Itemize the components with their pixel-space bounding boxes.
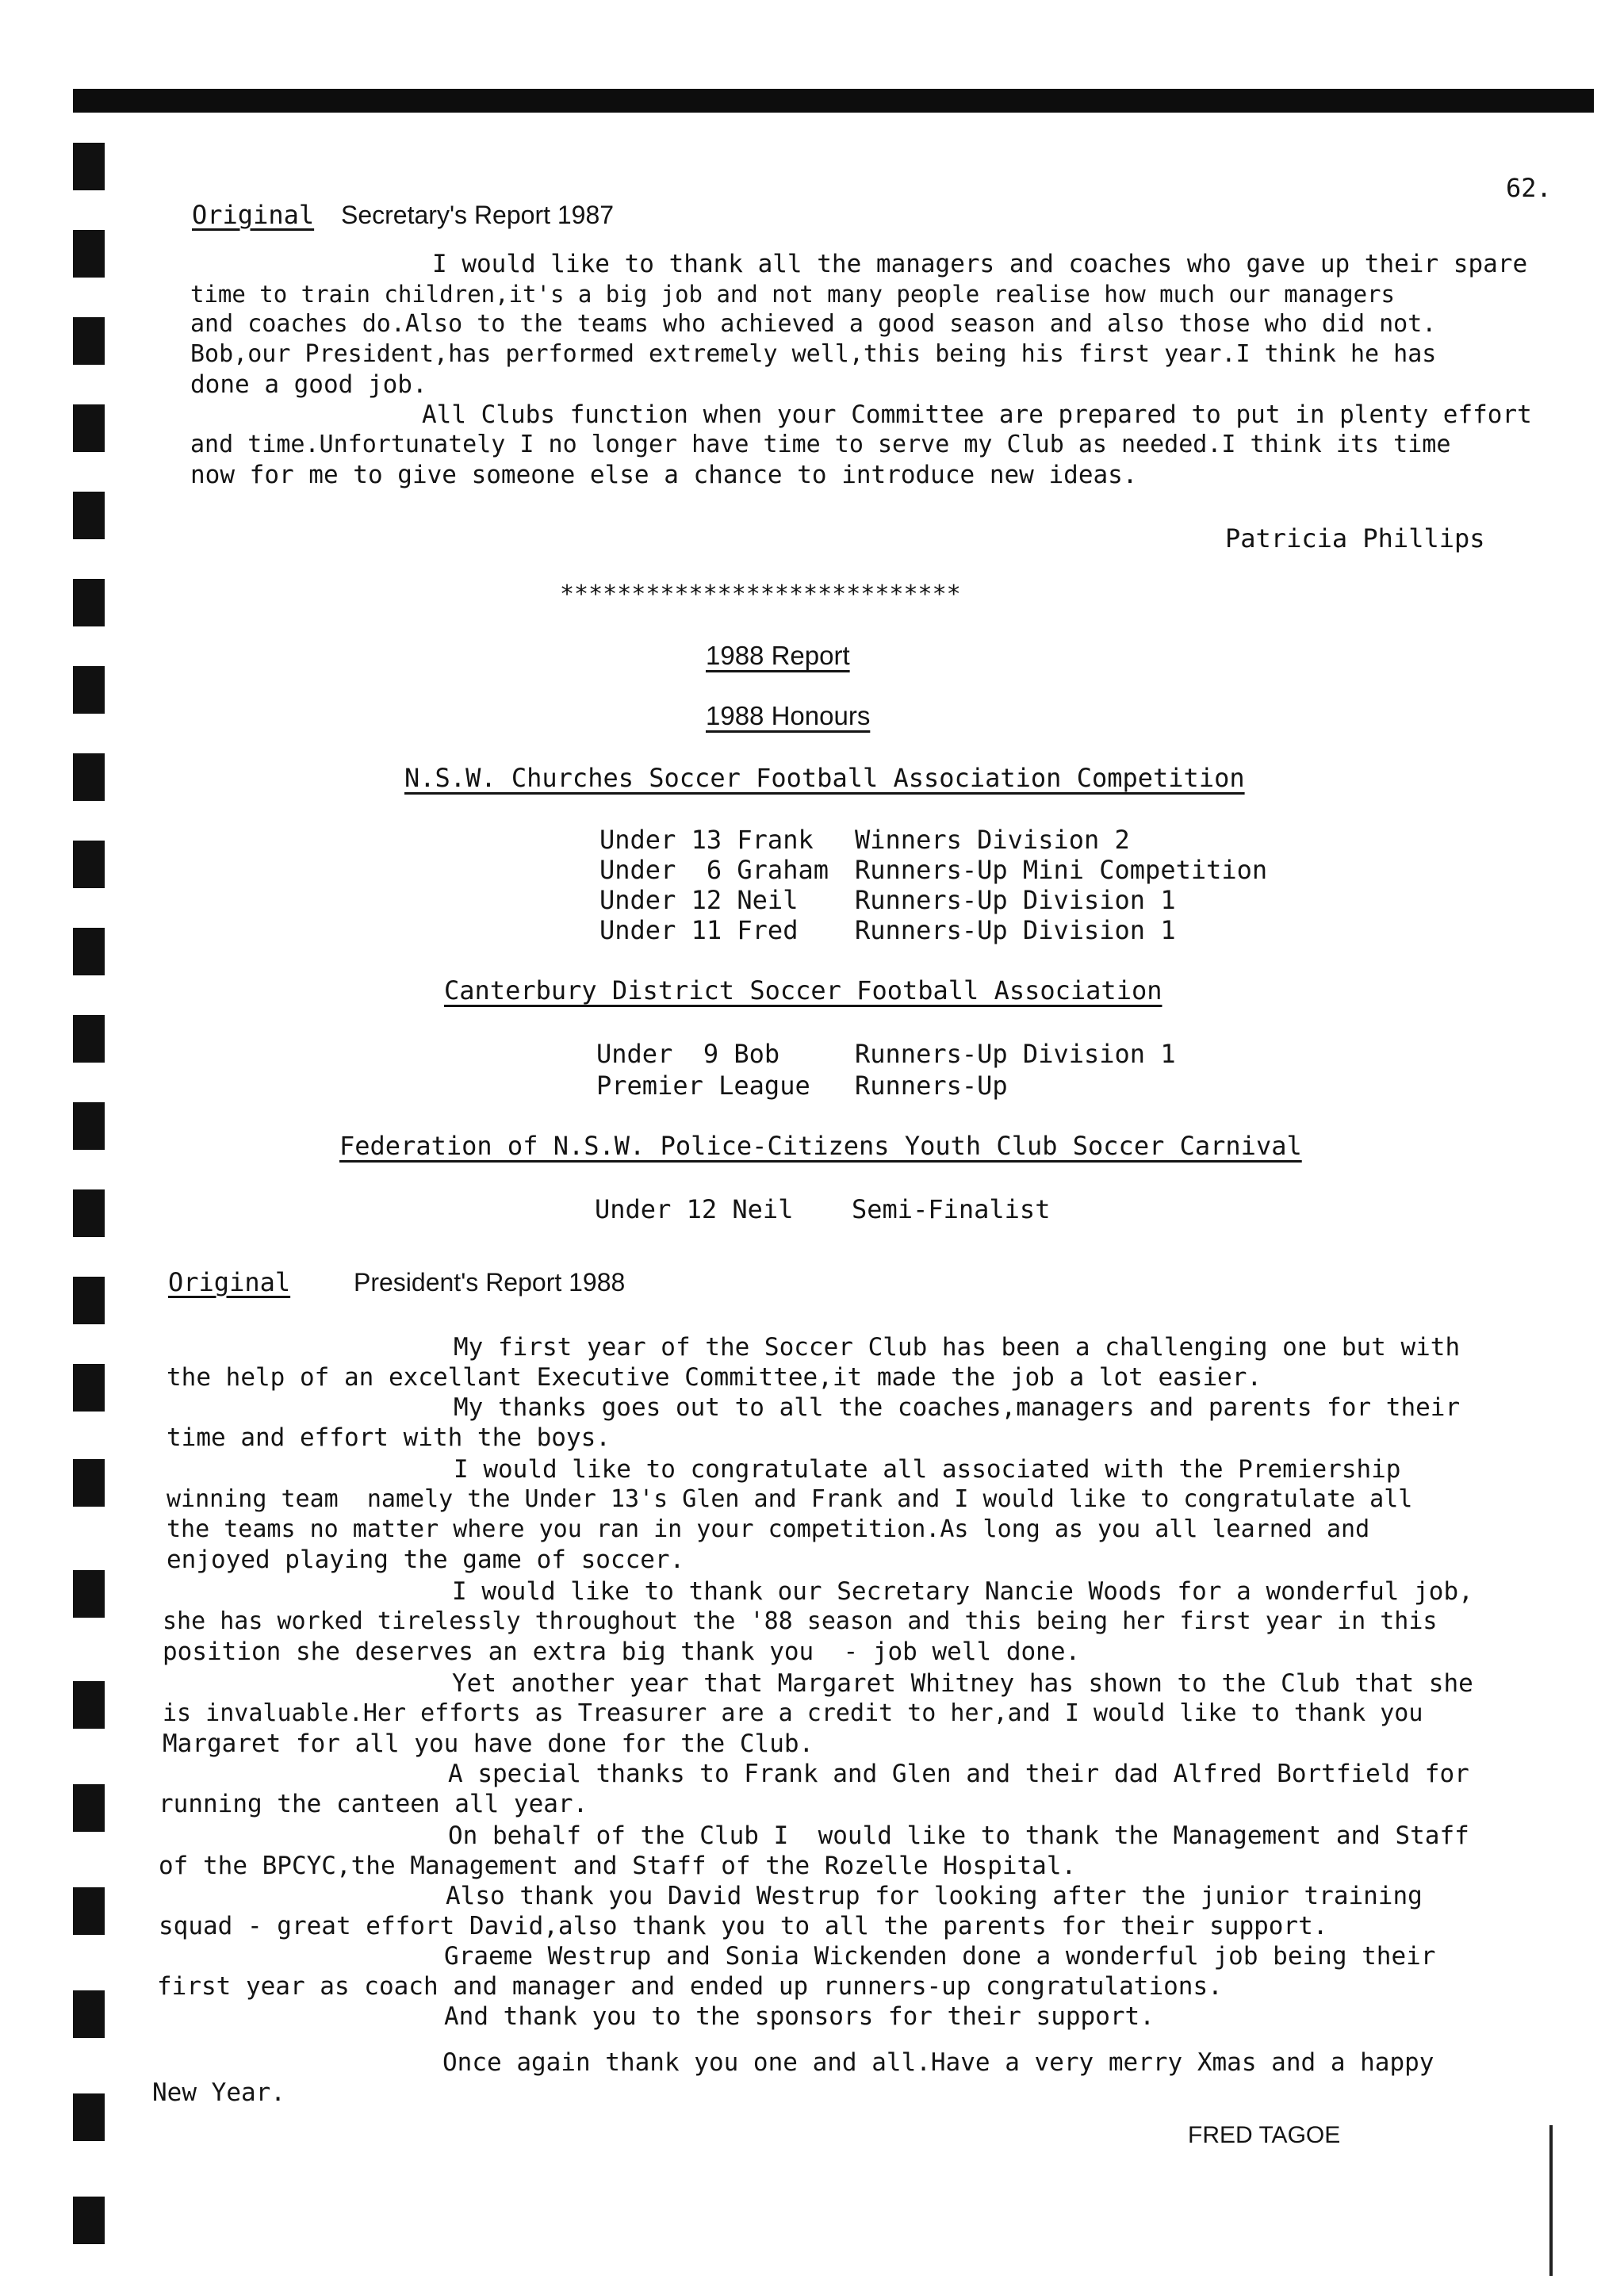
paragraph-line: All Clubs function when your Committee are prepared to put in plenty effort xyxy=(422,400,1532,429)
paragraph-line: she has worked tirelessly throughout the '88 season and this being her first year in this xyxy=(163,1607,1438,1635)
honour-result: Runners-Up xyxy=(855,1071,1008,1101)
paragraph-line: I would like to thank our Secretary Nancie Woods for a wonderful job, xyxy=(452,1577,1473,1606)
paragraph-line: A special thanks to Frank and Glen and their dad Alfred Bortfield for xyxy=(448,1760,1469,1788)
paragraph-line: and coaches do.Also to the teams who achieved a good season and also those who did not. xyxy=(190,310,1437,338)
paragraph-line: On behalf of the Club I would like to thank the Management and Staff xyxy=(448,1821,1469,1850)
binder-hole-mark xyxy=(73,404,105,452)
paragraph-line: New Year. xyxy=(152,2078,285,2107)
honour-team: Premier League xyxy=(596,1071,810,1101)
binder-hole-mark xyxy=(73,2093,105,2141)
binder-hole-mark xyxy=(73,1189,105,1237)
binder-hole-mark xyxy=(73,579,105,626)
competition-title: Canterbury District Soccer Football Association xyxy=(444,975,1162,1006)
original-label: Original xyxy=(168,1267,291,1297)
paragraph-line: winning team namely the Under 13's Glen and Frank and I would like to congratulate all xyxy=(167,1485,1413,1513)
scan-top-border xyxy=(73,89,1594,113)
scan-right-edge-line xyxy=(1549,2125,1553,2276)
binder-hole-mark xyxy=(73,2197,105,2244)
paragraph-line: Once again thank you one and all.Have a very merry Xmas and a happy xyxy=(442,2048,1434,2077)
binder-hole-mark xyxy=(73,1277,105,1324)
competition-title: N.S.W. Churches Soccer Football Association Competition xyxy=(404,763,1245,793)
paragraph-line: done a good job. xyxy=(190,370,427,399)
honours-heading: 1988 Honours xyxy=(706,701,871,730)
honour-team: Under 9 Bob xyxy=(596,1039,780,1069)
honour-result: Runners-Up Division 1 xyxy=(855,885,1176,915)
paragraph-line: I would like to congratulate all associated with the Premiership xyxy=(454,1455,1401,1484)
signature: Patricia Phillips xyxy=(1225,523,1485,554)
binder-hole-mark xyxy=(73,1990,105,2038)
binder-hole-mark xyxy=(73,666,105,714)
paragraph-line: My first year of the Soccer Club has been a challenging one but with xyxy=(454,1333,1461,1362)
competition-title: Federation of N.S.W. Police-Citizens Youth Club Soccer Carnival xyxy=(339,1131,1302,1161)
binder-hole-mark xyxy=(73,492,105,539)
honour-team: Under 11 Fred xyxy=(599,915,799,945)
page-number: 62. xyxy=(1506,173,1552,203)
paragraph-line: running the canteen all year. xyxy=(159,1790,588,1818)
paragraph-line: I would like to thank all the managers and coaches who gave up their spare xyxy=(432,250,1528,278)
report-heading: 1988 Report xyxy=(706,641,850,670)
binder-hole-mark xyxy=(73,1364,105,1412)
paragraph-line: now for me to give someone else a chance to introduce new ideas. xyxy=(190,461,1138,489)
paragraph-line: My thanks goes out to all the coaches,managers and parents for their xyxy=(454,1393,1461,1422)
binder-hole-mark xyxy=(73,1015,105,1063)
binder-hole-mark xyxy=(73,317,105,365)
binder-hole-mark xyxy=(73,1570,105,1618)
binder-hole-mark xyxy=(73,1459,105,1507)
paragraph-line: And thank you to the sponsors for their support. xyxy=(444,2002,1155,2031)
signature: FRED TAGOE xyxy=(1188,2122,1341,2148)
honour-result: Winners Division 2 xyxy=(855,825,1130,855)
binder-hole-mark xyxy=(73,143,105,190)
honour-team: Under 12 Neil xyxy=(599,885,799,915)
paragraph-line: Graeme Westrup and Sonia Wickenden done a wonderful job being their xyxy=(444,1942,1436,1971)
binder-hole-mark xyxy=(73,1681,105,1729)
paragraph-line: Yet another year that Margaret Whitney has shown to the Club that she xyxy=(452,1669,1473,1698)
paragraph-line: Bob,our President,has performed extremely well,this being his first year.I think he has xyxy=(190,340,1437,368)
paragraph-line: squad - great effort David,also thank you to all the parents for their support. xyxy=(159,1912,1328,1940)
honour-result: Runners-Up Division 1 xyxy=(855,915,1176,945)
honour-result: Runners-Up Mini Competition xyxy=(855,855,1268,885)
paragraph-line: time and effort with the boys. xyxy=(167,1423,611,1452)
binder-hole-mark xyxy=(73,230,105,278)
honour-result: Runners-Up Division 1 xyxy=(855,1039,1176,1069)
binder-hole-mark xyxy=(73,841,105,888)
honour-result: Semi-Finalist xyxy=(852,1194,1051,1224)
binder-hole-mark xyxy=(73,1887,105,1935)
paragraph-line: Margaret for all you have done for the Club. xyxy=(163,1729,814,1758)
report-title: Secretary's Report 1987 xyxy=(341,201,615,229)
paragraph-line: enjoyed playing the game of soccer. xyxy=(167,1546,685,1574)
paragraph-line: position she deserves an extra big thank you - job well done. xyxy=(163,1638,1081,1666)
binder-hole-mark xyxy=(73,753,105,801)
binder-hole-mark xyxy=(73,1784,105,1832)
paragraph-line: first year as coach and manager and ended up runners-up congratulations. xyxy=(157,1972,1223,2001)
honour-team: Under 13 Frank xyxy=(599,825,814,855)
paragraph-line: of the BPCYC,the Management and Staff of the Rozelle Hospital. xyxy=(159,1852,1077,1880)
report-title: President's Report 1988 xyxy=(354,1268,626,1297)
paragraph-line: and time.Unfortunately I no longer have time to serve my Club as needed.I think its time xyxy=(190,431,1451,458)
paragraph-line: Also thank you David Westrup for looking after the junior training xyxy=(446,1882,1423,1910)
paragraph-line: the teams no matter where you ran in your competition.As long as you all learned and xyxy=(167,1515,1370,1543)
paragraph-line: the help of an excellant Executive Committee,it made the job a lot easier. xyxy=(167,1363,1262,1392)
honour-team: Under 12 Neil xyxy=(595,1194,794,1224)
paragraph-line: is invaluable.Her efforts as Treasurer are a credit to her,and I would like to thank you xyxy=(163,1699,1423,1727)
original-label: Original xyxy=(192,200,315,230)
separator: **************************** xyxy=(560,580,961,608)
honour-team: Under 6 Graham xyxy=(599,855,829,885)
binder-hole-mark xyxy=(73,1102,105,1150)
paragraph-line: time to train children,it's a big job and not many people realise how much our managers xyxy=(190,281,1395,308)
binder-hole-mark xyxy=(73,928,105,975)
